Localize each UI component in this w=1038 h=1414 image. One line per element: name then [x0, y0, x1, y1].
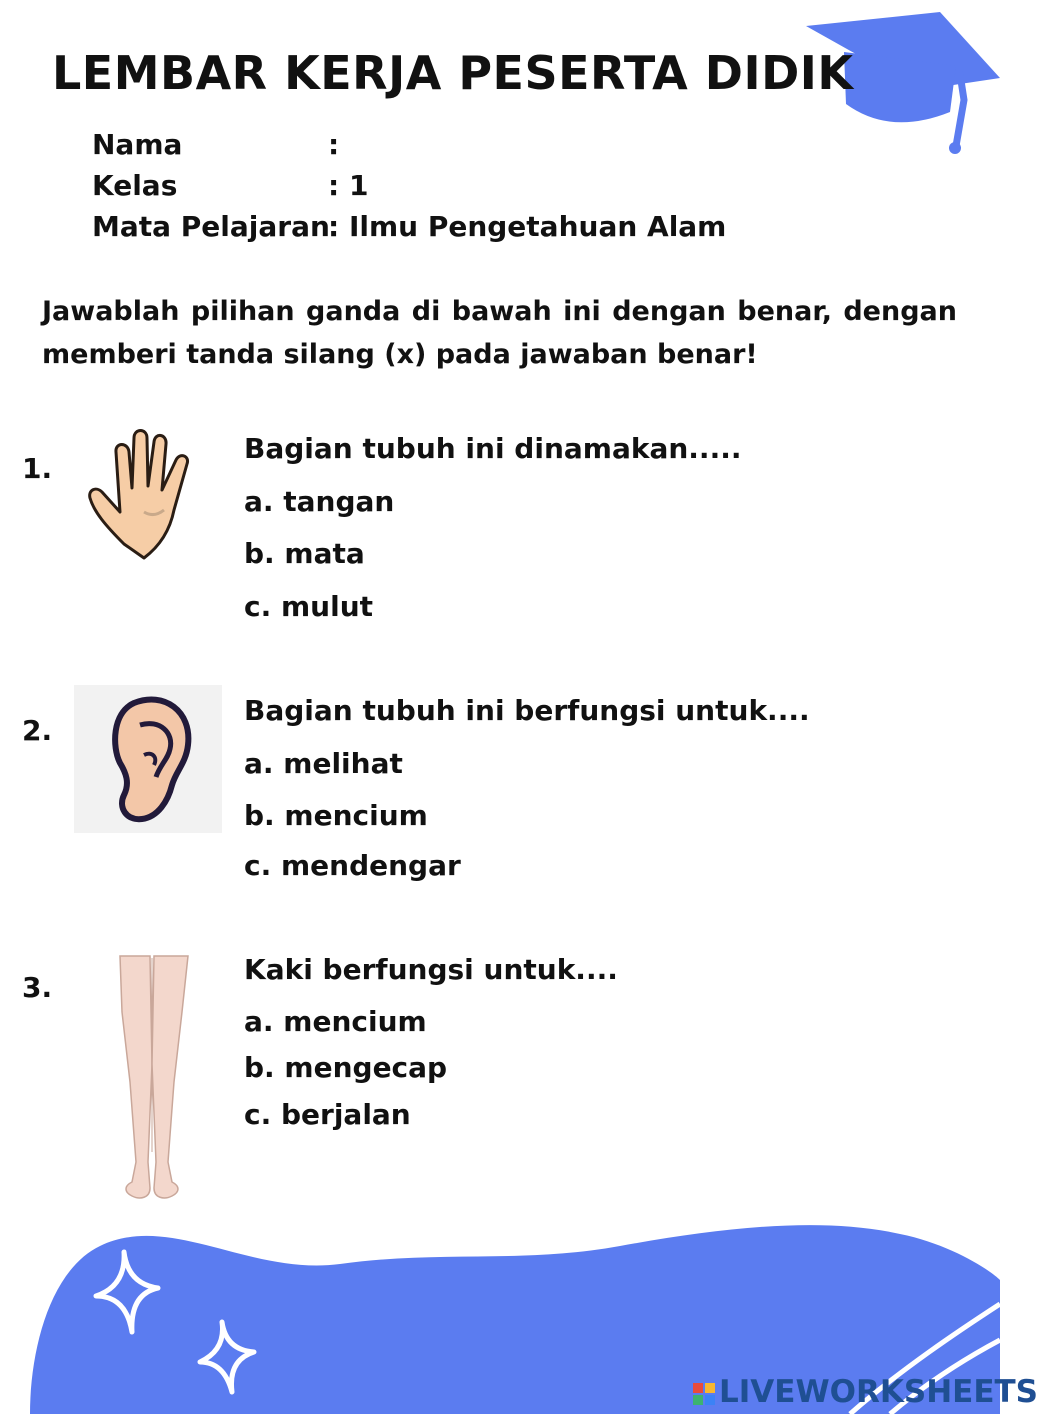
answer-option[interactable]: c. mulut [244, 590, 374, 623]
question-text: Kaki berfungsi untuk.... [244, 953, 618, 986]
ear-icon [74, 685, 222, 833]
liveworksheets-logo-icon [693, 1383, 715, 1405]
info-label: Mata Pelajaran [92, 210, 330, 243]
info-label: Nama [92, 128, 183, 161]
hand-icon [84, 426, 214, 564]
answer-option[interactable]: a. tangan [244, 485, 395, 518]
question-number: 3. [22, 971, 53, 1004]
instruction-text: Jawablah pilihan ganda di bawah ini dengan benar, dengan memberi tanda silang (x) pada jawaban benar! [42, 296, 957, 370]
info-label: Kelas [92, 169, 178, 202]
info-value: : 1 [328, 169, 369, 202]
answer-option[interactable]: c. berjalan [244, 1098, 411, 1131]
brand-watermark [693, 1374, 1038, 1410]
answer-option[interactable]: c. mendengar [244, 849, 461, 882]
legs-icon [110, 952, 196, 1204]
info-value: : [328, 128, 340, 161]
answer-option[interactable]: a. mencium [244, 1005, 427, 1038]
ear-image-frame [74, 685, 222, 833]
question-number: 1. [22, 452, 53, 485]
question-number: 2. [22, 714, 53, 747]
answer-option[interactable]: b. mengecap [244, 1051, 448, 1084]
answer-option[interactable]: b. mata [244, 537, 365, 570]
brand-text: LIVEWORKSHEETS [719, 1374, 1038, 1410]
page-title: LEMBAR KERJA PESERTA DIDIK [52, 46, 854, 100]
info-row-nama [92, 128, 339, 161]
answer-option[interactable]: b. mencium [244, 799, 428, 832]
info-row-mapel [92, 210, 726, 243]
info-row-kelas [92, 169, 368, 202]
info-value: : Ilmu Pengetahuan Alam [328, 210, 727, 243]
question-text: Bagian tubuh ini dinamakan..... [244, 432, 742, 465]
question-text: Bagian tubuh ini berfungsi untuk.... [244, 694, 810, 727]
answer-option[interactable]: a. melihat [244, 747, 403, 780]
